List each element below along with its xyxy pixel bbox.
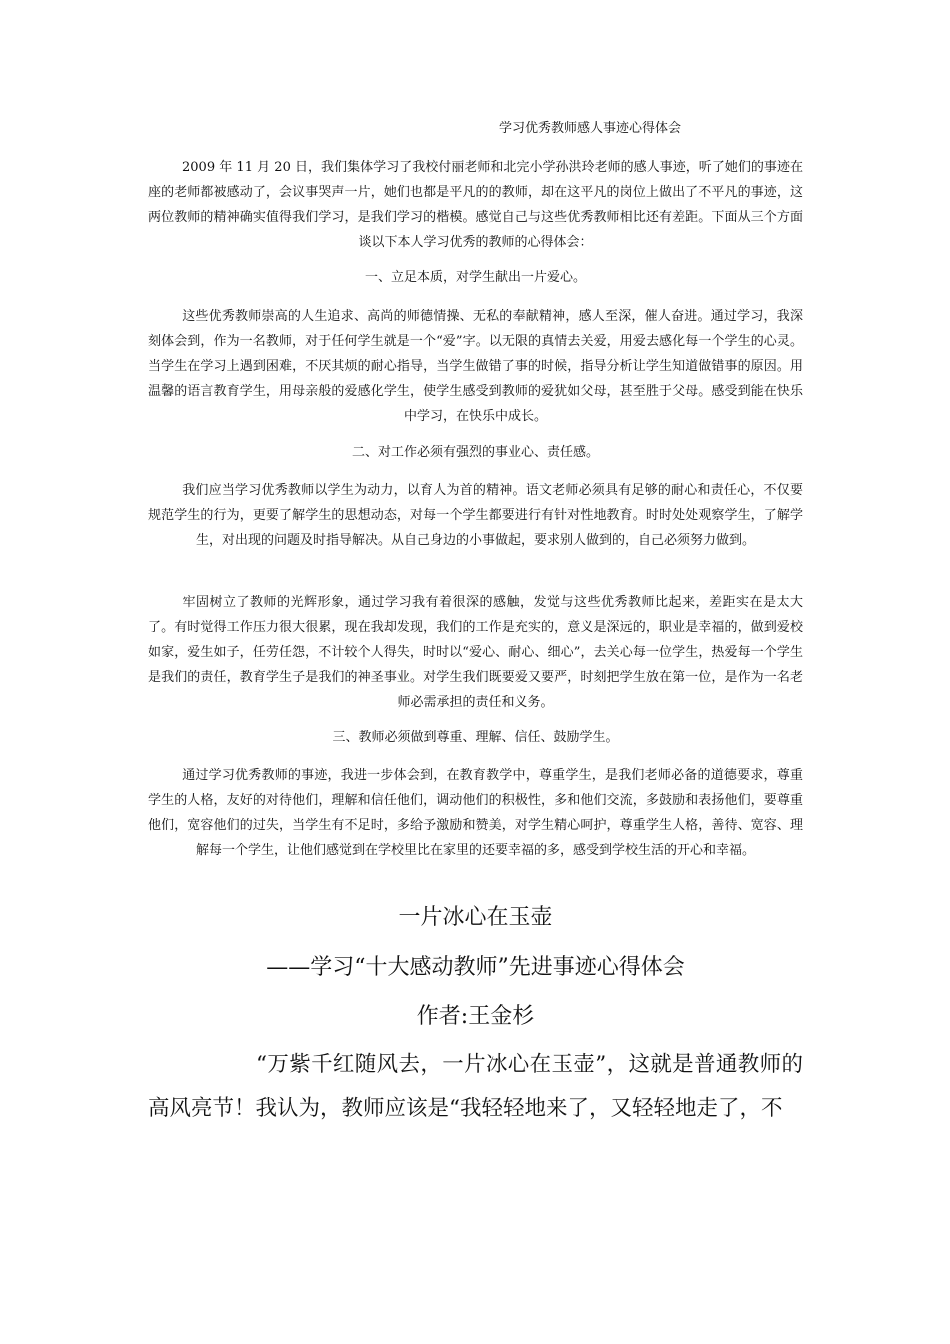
section2-text-2: 牢固树立了教师的光辉形象，通过学习我有着很深的感触，发觉与这些优秀教师比起来，差距实在是太大了。有时觉得工作压力很大很累，现在我却发现，我们的工作是充实的，意义是深远的，职业是幸福的，做到爱校如家，爱生如子，任劳任怨，不计较个人得失，时时以“爱心、耐心、细心”，去关心每一位学生，热爱每一个学生是我们的责任，教育学生子是我们的神圣事业。对学生我们既要爱又要严，时刻把学生放在第一位，是作为一名老师必需承担的责任和义务。	[148, 595, 803, 710]
essay-subtitle: ——学习“十大感动教师”先进事迹心得体会	[266, 955, 685, 980]
document-title: 学习优秀教师感人事迹心得体会	[498, 121, 681, 136]
section2-paragraph-2	[148, 590, 803, 715]
intro-text: 2009 年 11 月 20 日，我们集体学习了我校付丽老师和北完小学孙洪玲老师的感人事迹，听了她们的事迹在座的老师都被感动了，会议事哭声一片，她们也都是平凡的的教师，却在这平凡的岗位上做出了不平凡的事迹，这两位教师的精神确实值得我们学习，是我们学习的楷模。感觉自己与这些优秀教师相比还有差距。下面从三个方面谈以下本人学习优秀的教师的心得体会：	[148, 160, 803, 250]
essay-author: 作者:王金杉	[416, 1004, 535, 1029]
essay-text: “万紫千红随风去，一片冰心在玉壶”，这就是普通教师的高风亮节！我认为，教师应该是“我轻轻地来了，又轻轻地走了，不	[148, 1052, 803, 1121]
section3-paragraph	[148, 763, 803, 863]
section1-paragraph	[148, 304, 803, 429]
section2-heading: 二、对工作必须有强烈的事业心、责任感。	[351, 445, 599, 460]
essay-paragraph	[148, 1043, 803, 1131]
section3-heading: 三、教师必须做到尊重、理解、信任、鼓励学生。	[332, 730, 619, 745]
section1-text: 这些优秀教师崇高的人生追求、高尚的师德情操、无私的奉献精神，感人至深，催人奋进。通过学习，我深刻体会到，作为一名教师，对于任何学生就是一个“爱”字。以无限的真情去关爱，用爱去感化每一个学生的心灵。当学生在学习上遇到困难，不厌其烦的耐心指导，当学生做错了事的时候，指导分析让学生知道做错事的原因。用温馨的语言教育学生，用母亲般的爱感化学生，使学生感受到教师的爱犹如父母，甚至胜于父母。感受到能在快乐中学习，在快乐中成长。	[148, 309, 803, 424]
section2-text-1: 我们应当学习优秀教师以学生为动力，以育人为首的精神。语文老师必须具有足够的耐心和责任心，不仅要规范学生的行为，更要了解学生的思想动态，对每一个学生都要进行有针对性地教育。时时处处观察学生，了解学生，对出现的问题及时指导解决。从自己身边的小事做起，要求别人做到的，自己必须努力做到。	[148, 483, 803, 548]
section1-heading: 一、立足本质，对学生献出一片爱心。	[364, 270, 586, 285]
essay-title: 一片冰心在玉壶	[398, 905, 553, 930]
section2-paragraph-1	[148, 478, 803, 553]
intro-paragraph	[148, 155, 803, 255]
section3-text: 通过学习优秀教师的事迹，我进一步体会到，在教育教学中，尊重学生，是我们老师必备的道德要求，尊重学生的人格，友好的对待他们，理解和信任他们，调动他们的积极性，多和他们交流，多鼓励和表扬他们，要尊重他们，宽容他们的过失，当学生有不足时，多给予激励和赞美，对学生精心呵护，尊重学生人格，善待、宽容、理解每一个学生，让他们感觉到在学校里比在家里的还要幸福的多，感受到学校生活的开心和幸福。	[148, 768, 803, 858]
